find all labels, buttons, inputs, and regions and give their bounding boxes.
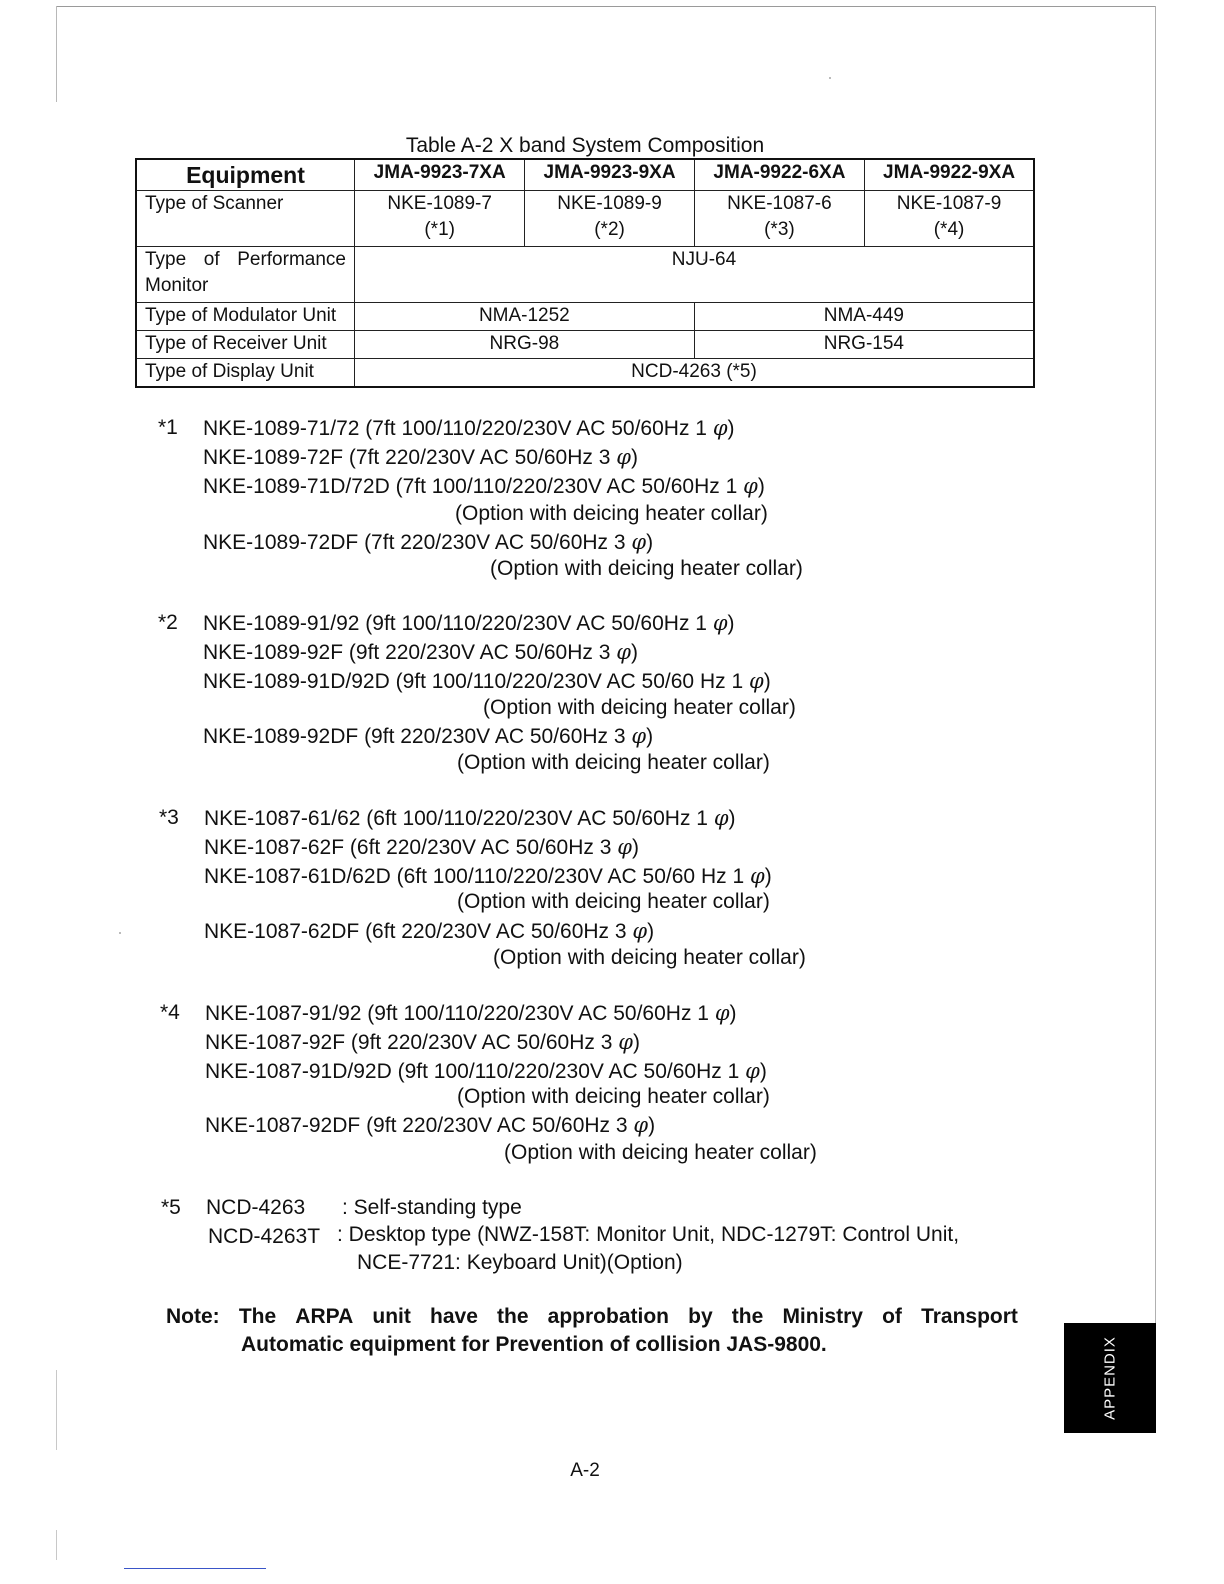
footnote-line (203, 667, 771, 696)
footnote-line (205, 1111, 655, 1140)
scan-speck (119, 932, 121, 934)
footnote-text: NKE-1089-71D/72D (7ft 100/110/220/230V AC 50/60Hz 1 (203, 475, 738, 498)
phi-symbol: φ (631, 530, 647, 554)
page-edge-left (56, 6, 57, 102)
scanner-model: NKE-1087-6 (727, 193, 832, 214)
note-word: Transport (921, 1305, 1018, 1328)
footnote-line (204, 917, 654, 946)
phi-symbol: φ (617, 835, 632, 859)
approbation-note (166, 1303, 1018, 1359)
phi-symbol: φ (712, 416, 728, 440)
close-paren: ) (763, 670, 771, 693)
close-paren: ) (632, 1031, 640, 1054)
phi-symbol: φ (616, 640, 631, 664)
appendix-tab-label: APPENDIX (1101, 1336, 1119, 1420)
note-word: of (882, 1305, 902, 1328)
note-word: unit (372, 1305, 411, 1328)
footnote-option: (Option with deicing heater collar) (457, 1085, 770, 1108)
close-paren: ) (728, 807, 736, 830)
modulator-label: Type of Modulator Unit (136, 303, 354, 331)
footnote-option: (Option with deicing heater collar) (490, 557, 803, 580)
phi-symbol: φ (632, 919, 648, 943)
display-value: NCD-4263 (*5) (354, 359, 1034, 387)
phi-symbol: φ (618, 1030, 633, 1054)
note-word: the (497, 1305, 529, 1328)
footnote-text: NKE-1087-92DF (9ft 220/230V AC 50/60Hz 3 (205, 1114, 628, 1137)
footnote-line (204, 804, 736, 833)
header-equipment: Equipment (136, 159, 354, 191)
phi-symbol: φ (749, 864, 765, 888)
header-jma-9923-9xa: JMA-9923-9XA (525, 159, 694, 191)
note-word: by (688, 1305, 713, 1328)
table-row-receiver (136, 331, 1034, 359)
table-row-modulator (136, 303, 1034, 331)
scanner-value (525, 191, 694, 247)
phi-symbol: φ (743, 474, 758, 498)
close-paren: ) (647, 920, 655, 943)
footnote-text: NKE-1087-62DF (6ft 220/230V AC 50/60Hz 3 (204, 920, 627, 943)
display-type-desc-cont: NCE-7721: Keyboard Unit)(Option) (357, 1251, 683, 1274)
note-word: the (731, 1305, 764, 1328)
footnote-text: NKE-1087-92F (9ft 220/230V AC 50/60Hz 3 (205, 1031, 613, 1054)
header-jma-9922-6xa: JMA-9922-6XA (694, 159, 864, 191)
header-jma-9923-7xa: JMA-9923-7XA (354, 159, 524, 191)
note-line2: Automatic equipment for Prevention of collision JAS-9800. (241, 1333, 827, 1356)
note-label: Note: (166, 1305, 220, 1328)
phi-symbol: φ (631, 724, 647, 748)
phi-symbol: φ (714, 1001, 730, 1025)
footnote-mark: *3 (159, 806, 179, 829)
table-row-scanner (136, 191, 1034, 247)
note-word: ARPA (295, 1305, 354, 1328)
page-number: A-2 (570, 1460, 600, 1481)
footnote-line (203, 528, 653, 557)
note-word: have (430, 1305, 478, 1328)
table-row-display (136, 359, 1034, 387)
modulator-value-a: NMA-1252 (354, 303, 694, 331)
footnote-mark: *5 (161, 1196, 181, 1219)
footnote-line (203, 722, 653, 751)
close-paren: ) (729, 1002, 737, 1025)
footnote-option: (Option with deicing heater collar) (457, 890, 770, 913)
blue-rule (124, 1568, 266, 1569)
scanner-value (865, 191, 1034, 247)
scanner-value (694, 191, 864, 247)
monitor-label-line2: Monitor (145, 275, 209, 296)
monitor-label (136, 247, 354, 303)
note-word: approbation (547, 1305, 669, 1328)
page-edge-left (56, 1530, 57, 1560)
monitor-label-text: Type of Performance (145, 249, 346, 270)
close-paren: ) (759, 1060, 767, 1083)
footnote-option: (Option with deicing heater collar) (457, 751, 770, 774)
scanner-model: NKE-1089-7 (387, 193, 492, 214)
system-composition-table (135, 158, 1035, 388)
footnote-text: NKE-1089-72DF (7ft 220/230V AC 50/60Hz 3 (203, 531, 626, 554)
close-paren: ) (646, 531, 654, 554)
display-type-code: NCD-4263 (206, 1196, 306, 1219)
note-word: The (238, 1305, 277, 1328)
footnote-line (203, 609, 735, 638)
close-paren: ) (630, 446, 638, 469)
close-paren: ) (630, 641, 638, 664)
footnote-text: NKE-1089-91D/92D (9ft 100/110/220/230V AC 50/60 Hz 1 (203, 670, 744, 693)
phi-symbol: φ (748, 669, 764, 693)
display-type-code: NCD-4263T (208, 1225, 321, 1248)
scanner-ref: (*2) (594, 219, 625, 240)
display-type-desc: : Self-standing type (342, 1196, 522, 1219)
footnote-option: (Option with deicing heater collar) (493, 946, 806, 969)
phi-symbol: φ (745, 1059, 760, 1083)
scanner-ref: (*4) (933, 219, 965, 240)
footnote-text: NKE-1089-92F (9ft 220/230V AC 50/60Hz 3 (203, 641, 611, 664)
footnote-line (205, 1028, 640, 1057)
scan-speck (829, 77, 831, 79)
footnote-text: NKE-1087-62F (6ft 220/230V AC 50/60Hz 3 (204, 836, 612, 859)
phi-symbol: φ (712, 611, 728, 635)
close-paren: ) (727, 612, 735, 635)
phi-symbol: φ (633, 1113, 649, 1137)
display-label: Type of Display Unit (136, 359, 354, 387)
footnote-mark: *4 (160, 1001, 180, 1024)
footnote-text: NKE-1087-61D/62D (6ft 100/110/220/230V AC 50/60 Hz 1 (204, 865, 745, 888)
footnote-text: NKE-1089-91/92 (9ft 100/110/220/230V AC 50/60Hz 1 (203, 612, 707, 635)
footnote-option: (Option with deicing heater collar) (504, 1141, 817, 1164)
table-row-monitor (136, 247, 1034, 303)
modulator-value-b: NMA-449 (694, 303, 1034, 331)
footnote-line (203, 414, 735, 443)
footnote-option: (Option with deicing heater collar) (455, 502, 768, 525)
monitor-label-line1 (145, 247, 354, 273)
table-caption: Table A-2 X band System Composition (405, 134, 765, 157)
footnote-mark: *1 (158, 416, 178, 439)
footnote-text: NKE-1087-91D/92D (9ft 100/110/220/230V AC 50/60Hz 1 (205, 1060, 740, 1083)
appendix-tab (1064, 1323, 1156, 1433)
display-type-desc: : Desktop type (NWZ-158T: Monitor Unit, NDC-1279T: Control Unit, (337, 1223, 960, 1246)
receiver-value-a: NRG-98 (354, 331, 694, 359)
page-edge-left (56, 1370, 57, 1450)
footnote-line (203, 472, 765, 501)
footnote-text: NKE-1089-92DF (9ft 220/230V AC 50/60Hz 3 (203, 725, 626, 748)
footnote-line (204, 833, 639, 862)
scanner-model: NKE-1087-9 (896, 193, 1002, 214)
footnote-option: (Option with deicing heater collar) (483, 696, 796, 719)
scanner-ref: (*1) (424, 219, 455, 240)
close-paren: ) (648, 1114, 656, 1137)
footnote-mark: *2 (158, 611, 178, 634)
footnote-text: NKE-1087-91/92 (9ft 100/110/220/230V AC 50/60Hz 1 (205, 1002, 709, 1025)
footnote-line (205, 1057, 767, 1086)
footnote-text: NKE-1089-72F (7ft 220/230V AC 50/60Hz 3 (203, 446, 611, 469)
close-paren: ) (757, 475, 765, 498)
scanner-label: Type of Scanner (136, 191, 354, 247)
footnote-text: NKE-1087-61/62 (6ft 100/110/220/230V AC 50/60Hz 1 (204, 807, 708, 830)
page-edge-top (56, 6, 1156, 7)
header-jma-9922-9xa: JMA-9922-9XA (865, 159, 1034, 191)
close-paren: ) (631, 836, 639, 859)
monitor-value: NJU-64 (354, 247, 1034, 303)
table-header-row (136, 159, 1034, 191)
receiver-label: Type of Receiver Unit (136, 331, 354, 359)
phi-symbol: φ (616, 445, 631, 469)
scanner-ref: (*3) (764, 219, 795, 240)
scanner-model: NKE-1089-9 (557, 193, 662, 214)
page-edge-right (1155, 6, 1156, 1426)
note-word: Ministry (782, 1305, 863, 1328)
note-line1 (166, 1303, 1018, 1331)
footnote-line (203, 638, 638, 667)
footnote-text: NKE-1089-71/72 (7ft 100/110/220/230V AC 50/60Hz 1 (203, 417, 707, 440)
phi-symbol: φ (713, 806, 729, 830)
close-paren: ) (646, 725, 654, 748)
scanner-value (354, 191, 524, 247)
footnote-line (204, 862, 772, 891)
close-paren: ) (764, 865, 772, 888)
receiver-value-b: NRG-154 (694, 331, 1034, 359)
close-paren: ) (727, 417, 735, 440)
footnote-line (205, 999, 737, 1028)
footnote-line (203, 443, 638, 472)
